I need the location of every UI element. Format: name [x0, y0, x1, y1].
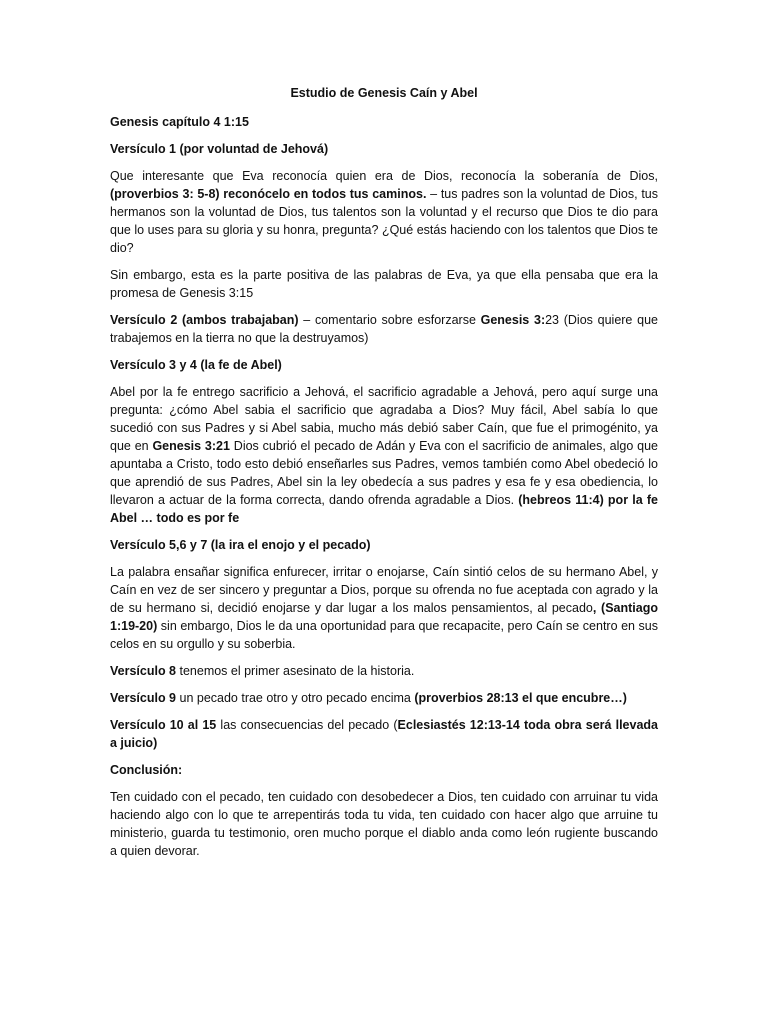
verse-9-reference: (proverbios 28:13 el que encubre…) — [414, 691, 627, 705]
verse-10-15-paragraph — [110, 716, 658, 752]
verse-3-4-text-c: Dios cubrió el pecado de Adán y Eva con el sacrificio de animales, algo que apuntaba a Cristo, todo esto debió enseñarles sus Padres, vemos también como Abel obedeció lo que aprendió de sus Padres, Abel sin la ley obedecía a sus padres y esa fe y esa obediencia, lo llevaron a actuar de la forma correcta, dando ofrenda agradable a Dios. — [110, 439, 658, 507]
conclusion-paragraph: Ten cuidado con el pecado, ten cuidado con desobedecer a Dios, ten cuidado con arruinar tu vida haciendo algo con lo que te arrepentirás toda tu vida, ten cuidado con hacer algo que arruine tu ministerio, guarda tu testimonio, oren mucho porque el diablo anda como león rugiente buscando a quien devorar. — [110, 790, 658, 858]
verse-9-text: un pecado trae otro y otro pecado encima — [176, 691, 415, 705]
verse-8-text: tenemos el primer asesinato de la historia. — [176, 664, 415, 678]
verse-10-15-text: las consecuencias del pecado ( — [216, 718, 398, 732]
verse-5-6-7-heading: Versículo 5,6 y 7 (la ira el enojo y el pecado) — [110, 538, 371, 552]
chapter-heading: Genesis capítulo 4 1:15 — [110, 115, 249, 129]
verse-2-text-b: – comentario sobre esforzarse — [298, 313, 481, 327]
verse-10-15-reference: Eclesiastés 12:13-14 toda obra será llevada a juicio) — [110, 718, 658, 750]
verse-5-6-7-text-c: sin embargo, Dios le da una oportunidad para que recapacite, pero Caín se centro en sus celos en su orgullo y su soberbia. — [110, 619, 658, 651]
verse-2-paragraph — [110, 311, 658, 347]
verse-2-reference: Genesis 3: — [480, 313, 546, 327]
verse-3-4-closing: (hebreos 11:4) por la fe Abel … todo es por fe — [110, 493, 658, 525]
conclusion-heading: Conclusión: — [110, 763, 183, 777]
verse-3-4-heading: Versículo 3 y 4 (la fe de Abel) — [110, 358, 282, 372]
verse-5-6-7-text-a: La palabra ensañar significa enfurecer, irritar o enojarse, Caín sintió celos de su hermano Abel, y Caín en vez de ser sincero y preguntar a Dios, porque su ofrenda no fue aceptada con agrado y la de su hermano si, decidió enojarse y dar lugar a los malos pensamientos, al pecado — [110, 565, 658, 615]
verse-3-4-paragraph — [110, 383, 658, 527]
verse-9-paragraph — [110, 689, 658, 707]
verse-2-text-d: 23 (Dios quiere que trabajemos en la tierra no que la destruyamos) — [110, 313, 658, 345]
verse-1-text-a: Que interesante que Eva reconocía quien era de Dios, reconocía la soberanía de Dios, — [110, 169, 658, 183]
verse-9-label: Versículo 9 — [110, 691, 177, 705]
verse-2-heading: Versículo 2 (ambos trabajaban) — [110, 313, 299, 327]
verse-8-label: Versículo 8 — [110, 664, 177, 678]
verse-1-heading: Versículo 1 (por voluntad de Jehová) — [110, 142, 329, 156]
verse-1-text-c: – tus padres son la voluntad de Dios, tus hermanos son la voluntad de Dios, tus talentos son la voluntad y el recurso que Dios te dio para que lo uses para su gloria y su honra, pregunta? ¿Qué estás haciendo con los talentos que Dios te dio? — [110, 187, 658, 255]
verse-1-paragraph — [110, 167, 658, 257]
verse-8-paragraph — [110, 662, 658, 680]
verse-5-6-7-paragraph — [110, 563, 658, 653]
verse-5-6-7-reference: , (Santiago 1:19-20) — [110, 601, 658, 633]
verse-10-15-label: Versículo 10 al 15 — [110, 718, 217, 732]
verse-1-paragraph-2: Sin embargo, esta es la parte positiva de las palabras de Eva, ya que ella pensaba que era la promesa de Genesis 3:15 — [110, 268, 658, 300]
document-title: Estudio de Genesis Caín y Abel — [290, 86, 478, 100]
verse-1-reference: (proverbios 3: 5-8) reconócelo en todos tus caminos. — [110, 187, 427, 201]
verse-3-4-reference: Genesis 3:21 — [152, 439, 230, 453]
verse-3-4-text-a: Abel por la fe entrego sacrificio a Jehová, el sacrificio agradable a Jehová, pero aquí surge una pregunta: ¿cómo Abel sabia el sacrificio que agradaba a Dios? Muy fácil, Abel sabía lo que sucedió con sus Padres y si Abel sabia, mucho más debió saber Caín, que fue el primogénito, ya que en — [110, 385, 658, 453]
